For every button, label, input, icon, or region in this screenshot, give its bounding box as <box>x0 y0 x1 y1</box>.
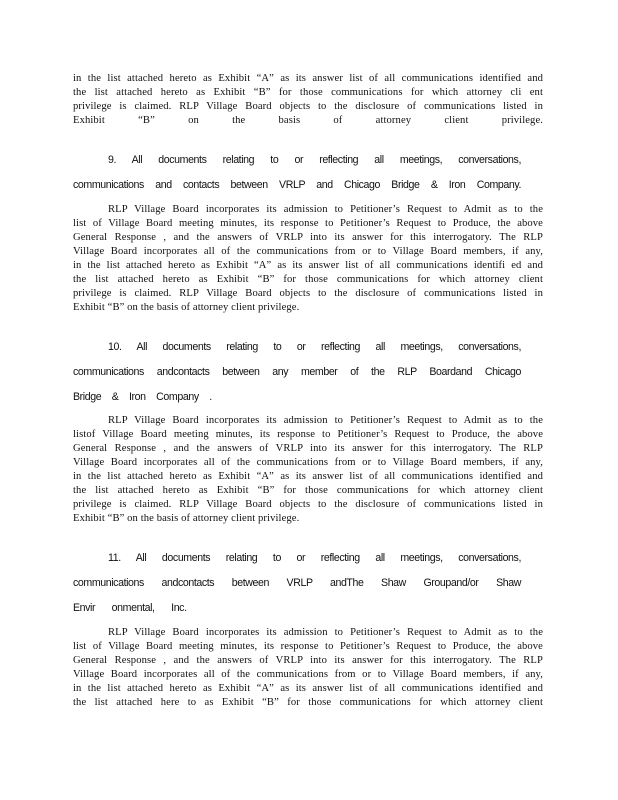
text-line: listof Village Board meeting minutes, its response to Petitioner’s Request to Produce, the above <box>73 429 543 440</box>
text-line: the list attached here to as Exhibit “B” for those communications for which attorney client <box>73 697 543 708</box>
text-line: in the list attached hereto as Exhibit “A” as its answer list of all communications identifi ed and <box>73 260 543 271</box>
request-line: 11. All documents relating to or reflecting all meetings, conversations, <box>108 552 521 564</box>
text-line: RLP Village Board incorporates its admission to Petitioner’s Request to Admit as to the <box>108 415 543 426</box>
request-line: 9. All documents relating to or reflecting all meetings, conversations, <box>108 154 521 166</box>
text-line: the list attached hereto as Exhibit “B” for those communications for which attorney client <box>73 485 543 496</box>
request-line: communications and contacts between VRLP and Chicago Bridge & Iron Company. <box>73 179 521 191</box>
request-line: 10. All documents relating to or reflecting all meetings, conversations, <box>108 341 521 353</box>
text-line: General Response , and the answers of VRLP into its answer for this interrogatory. The RLP <box>73 232 543 243</box>
text-line: privilege is claimed. RLP Village Board objects to the disclosure of communications listed in <box>73 288 543 299</box>
text-line: RLP Village Board incorporates its admission to Petitioner’s Request to Admit as to the <box>108 627 543 638</box>
text-line: Village Board incorporates all of the communications from or to Village Board members, if any, <box>73 246 543 257</box>
text-line: in the list attached hereto as Exhibit “A” as its answer list of all communications identified and <box>73 471 543 482</box>
text-line: in the list attached hereto as Exhibit “A” as its answer list of all communications identified and <box>73 73 543 84</box>
text-line: list of Village Board meeting minutes, its response to Petitioner’s Request to Produce, the above <box>73 218 543 229</box>
text-line: General Response , and the answers of VRLP into its answer for this interrogatory. The RLP <box>73 655 543 666</box>
text-line: Exhibit “B” on the basis of attorney client privilege. <box>73 513 300 524</box>
text-line: Exhibit “B” on the basis of attorney client privilege. <box>73 302 300 313</box>
request-line: Envir onmental, Inc. <box>73 602 187 614</box>
text-line: Village Board incorporates all of the communications from or to Village Board members, if any, <box>73 457 543 468</box>
text-line: privilege is claimed. RLP Village Board objects to the disclosure of communications listed in <box>73 499 543 510</box>
text-line: in the list attached hereto as Exhibit “A” as its answer list of all communications identified and <box>73 683 543 694</box>
text-line: privilege is claimed. RLP Village Board objects to the disclosure of communications listed in <box>73 101 543 112</box>
text-line: the list attached hereto as Exhibit “B” for those communications for which attorney cli ent <box>73 87 543 98</box>
text-line: Village Board incorporates all of the communications from or to Village Board members, if any, <box>73 669 543 680</box>
text-line: Exhibit “B” on the basis of attorney client privilege. <box>73 115 543 126</box>
request-line: communications andcontacts between VRLP andThe Shaw Groupand/or Shaw <box>73 577 521 589</box>
text-line: RLP Village Board incorporates its admission to Petitioner’s Request to Admit as to the <box>108 204 543 215</box>
text-line: the list attached hereto as Exhibit “B” for those communications for which attorney client <box>73 274 543 285</box>
text-line: General Response , and the answers of VRLP into its answer for this interrogatory. The RLP <box>73 443 543 454</box>
text-line: list of Village Board meeting minutes, its response to Petitioner’s Request to Produce, the above <box>73 641 543 652</box>
request-line: communications andcontacts between any member of the RLP Boardand Chicago <box>73 366 521 378</box>
request-line: Bridge & Iron Company . <box>73 391 212 403</box>
